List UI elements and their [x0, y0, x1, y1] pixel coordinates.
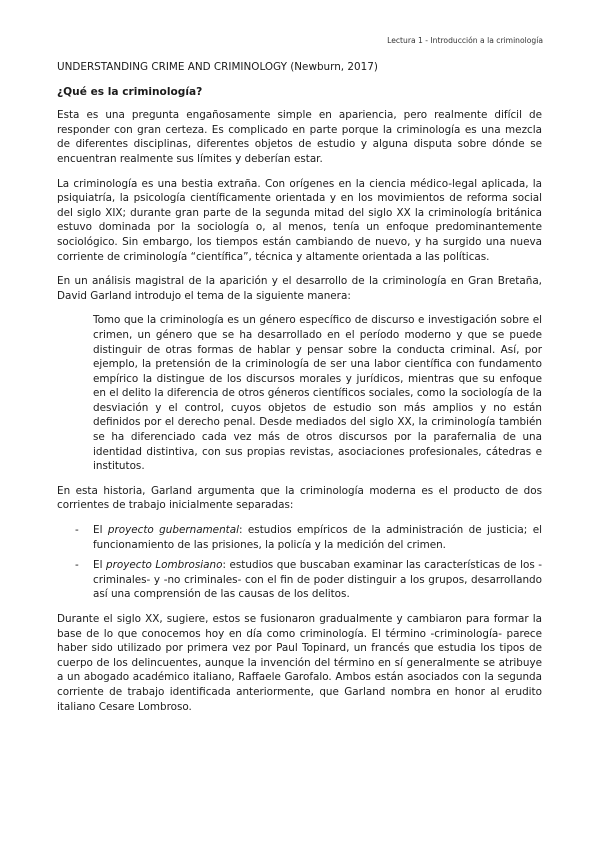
list-item-prefix: El — [93, 559, 106, 572]
paragraph-twentieth-century: Durante el siglo XX, sugiere, estos se fusionaron gradualmente y cambiaron para formar la base de lo que conocemos hoy en día como criminología. El término -criminología- parece haber sido utilizado por primera vez por Paul Topinard, un francés que estudia los tipos de cuerpo de los delincuentes, aunque la invención del término en sí generalmente se atribuye a un abogado académico italiano, Raffaele Garofalo. Ambos están asociados con la segunda corriente de trabajo identificada anteriormente, que Garland nombra en honor al erudito italiano Cesare Lombroso. — [57, 613, 542, 713]
list-item-governmental-project — [57, 523, 542, 552]
list-item-text: : estudios empíricos de la administración de justicia; el funcionamiento de las prisiones, la policía y la medición del crimen. — [93, 524, 542, 551]
list-item-emphasis: proyecto Lombrosiano — [105, 559, 223, 572]
projects-list — [57, 523, 542, 602]
paragraph-intro: Esta es una pregunta engañosamente simple en apariencia, pero realmente difícil de responder con gran certeza. Es complicado en parte porque la criminología es una mezcla de diferentes disciplinas, diferentes objetos de estudio y alguna disputa sobre dónde se encuentran realmente sus límites y deberían estar. — [57, 109, 542, 165]
document-body — [57, 60, 542, 724]
list-bullet: - — [75, 559, 79, 572]
paragraph-garland-intro: En un análisis magistral de la aparición y el desarrollo de la criminología en Gran Bretaña, David Garland introdujo el tema de la siguiente manera: — [57, 275, 542, 302]
section-heading: ¿Qué es la criminología? — [57, 85, 203, 98]
list-item-prefix: El — [93, 524, 108, 537]
list-item-lombrosian-project — [57, 558, 542, 602]
paragraph-two-currents: En esta historia, Garland argumenta que la criminología moderna es el producto de dos corrientes de trabajo inicialmente separadas: — [57, 484, 542, 512]
paragraph-strange-beast: La criminología es una bestia extraña. Con orígenes en la ciencia médico-legal aplicada, la psiquiatría, la psicología científicamente orientada y en los movimientos de reforma social del siglo XIX; durante gran parte de la segunda mitad del siglo XX la criminología británica estuvo dominada por la sociología o, al menos, tenía un enfoque predominantemente sociológico. Sin embargo, los tiempos están cambiando de nuevo, y ha surgido una nueva corriente de criminología “científica”, técnica y altamente orientada a las políticas. — [57, 177, 542, 263]
list-bullet: - — [75, 524, 79, 537]
running-header: Lectura 1 - Introducción a la criminología — [387, 36, 543, 45]
list-item-text: : estudios que buscaban examinar las características de los -criminales- y -no criminales- con el fin de poder distinguir a los grupos, desarrollando así una comprensión de las causas de los delitos. — [93, 559, 542, 601]
list-item-emphasis: proyecto gubernamental — [107, 524, 239, 537]
document-title: UNDERSTANDING CRIME AND CRIMINOLOGY (Newburn, 2017) — [57, 61, 378, 73]
block-quote: Tomo que la criminología es un género específico de discurso e investigación sobre el crimen, un género que se ha desarrollado en el período moderno y que se puede distinguir de otras formas de hablar y pensar sobre la conducta criminal. Así, por ejemplo, la pretensión de la criminología de ser una labor científica con fundamento empírico la distingue de los discursos morales y jurídicos, mientras que su enfoque en el delito la diferencia de otros géneros científicos sociales, como la sociología de la desviación y el control, cuyos objetos de estudio son más amplios y no están definidos por el derecho penal. Desde mediados del siglo XX, la criminología también se ha diferenciado cada vez más de otros discursos por la parafernalia de una identidad distintiva, con sus propias revistas, asociaciones profesionales, cátedras e institutos. — [93, 314, 542, 473]
